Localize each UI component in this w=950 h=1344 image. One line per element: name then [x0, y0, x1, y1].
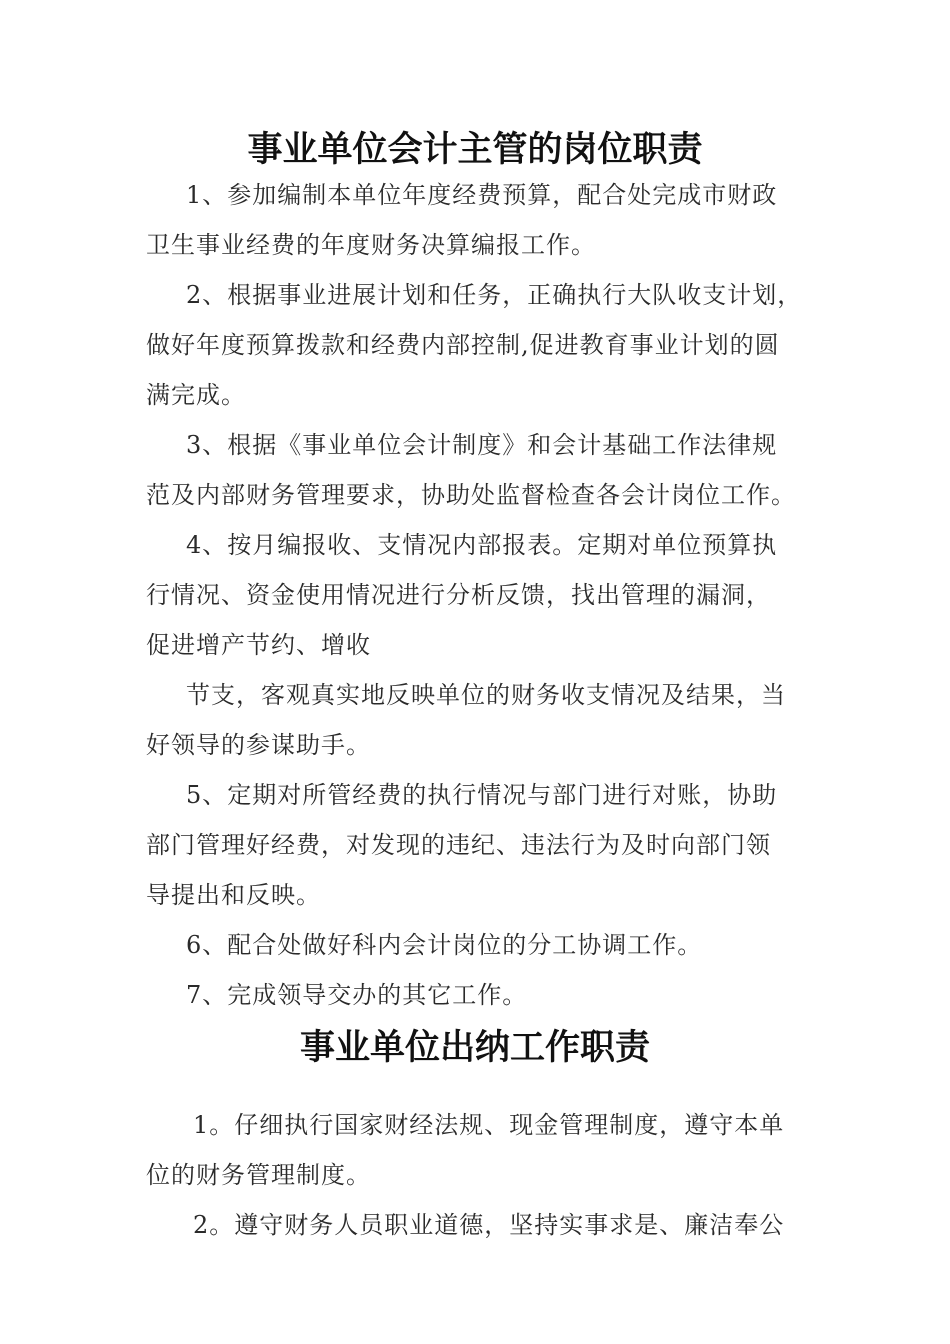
document-title-cashier-duties: 事业单位出纳工作职责: [299, 1028, 650, 1068]
paragraph-line: 部门管理好经费，对发现的违纪、违法行为及时向部门领: [146, 831, 771, 859]
paragraph-line: 2。遵守财务人员职业道德，坚持实事求是、廉洁奉公: [193, 1211, 785, 1239]
paragraph-line: 好领导的参谋助手。: [146, 731, 371, 759]
paragraph-line: 5、定期对所管经费的执行情况与部门进行对账，协助: [186, 781, 778, 809]
paragraph-line: 1。仔细执行国家财经法规、现金管理制度，遵守本单: [193, 1111, 785, 1139]
paragraph-line: 行情况、资金使用情况进行分析反馈，找出管理的漏洞，: [146, 581, 771, 609]
paragraph-line: 1、参加编制本单位年度经费预算，配合处完成市财政: [186, 181, 778, 209]
paragraph-line: 范及内部财务管理要求，协助处监督检查各会计岗位工作。: [146, 481, 796, 509]
paragraph-line: 4、按月编报收、支情况内部报表。定期对单位预算执: [186, 531, 778, 559]
document-title-accounting-supervisor: 事业单位会计主管的岗位职责: [247, 130, 703, 170]
paragraph-line: 做好年度预算拨款和经费内部控制,促进教育事业计划的圆: [146, 331, 780, 359]
paragraph-line: 节支，客观真实地反映单位的财务收支情况及结果，当: [186, 681, 786, 709]
paragraph-line: 导提出和反映。: [146, 881, 321, 909]
paragraph-line: 满完成。: [146, 381, 246, 409]
paragraph-line: 3、根据《事业单位会计制度》和会计基础工作法律规: [186, 431, 778, 459]
paragraph-line: 6、配合处做好科内会计岗位的分工协调工作。: [186, 931, 703, 959]
paragraph-line: 卫生事业经费的年度财务决算编报工作。: [146, 231, 596, 259]
paragraph-line: 2、根据事业进展计划和任务，正确执行大队收支计划，: [186, 281, 803, 309]
paragraph-line: 位的财务管理制度。: [146, 1161, 371, 1189]
paragraph-line: 促进增产节约、增收: [146, 631, 371, 659]
paragraph-line: 7、完成领导交办的其它工作。: [186, 981, 528, 1009]
